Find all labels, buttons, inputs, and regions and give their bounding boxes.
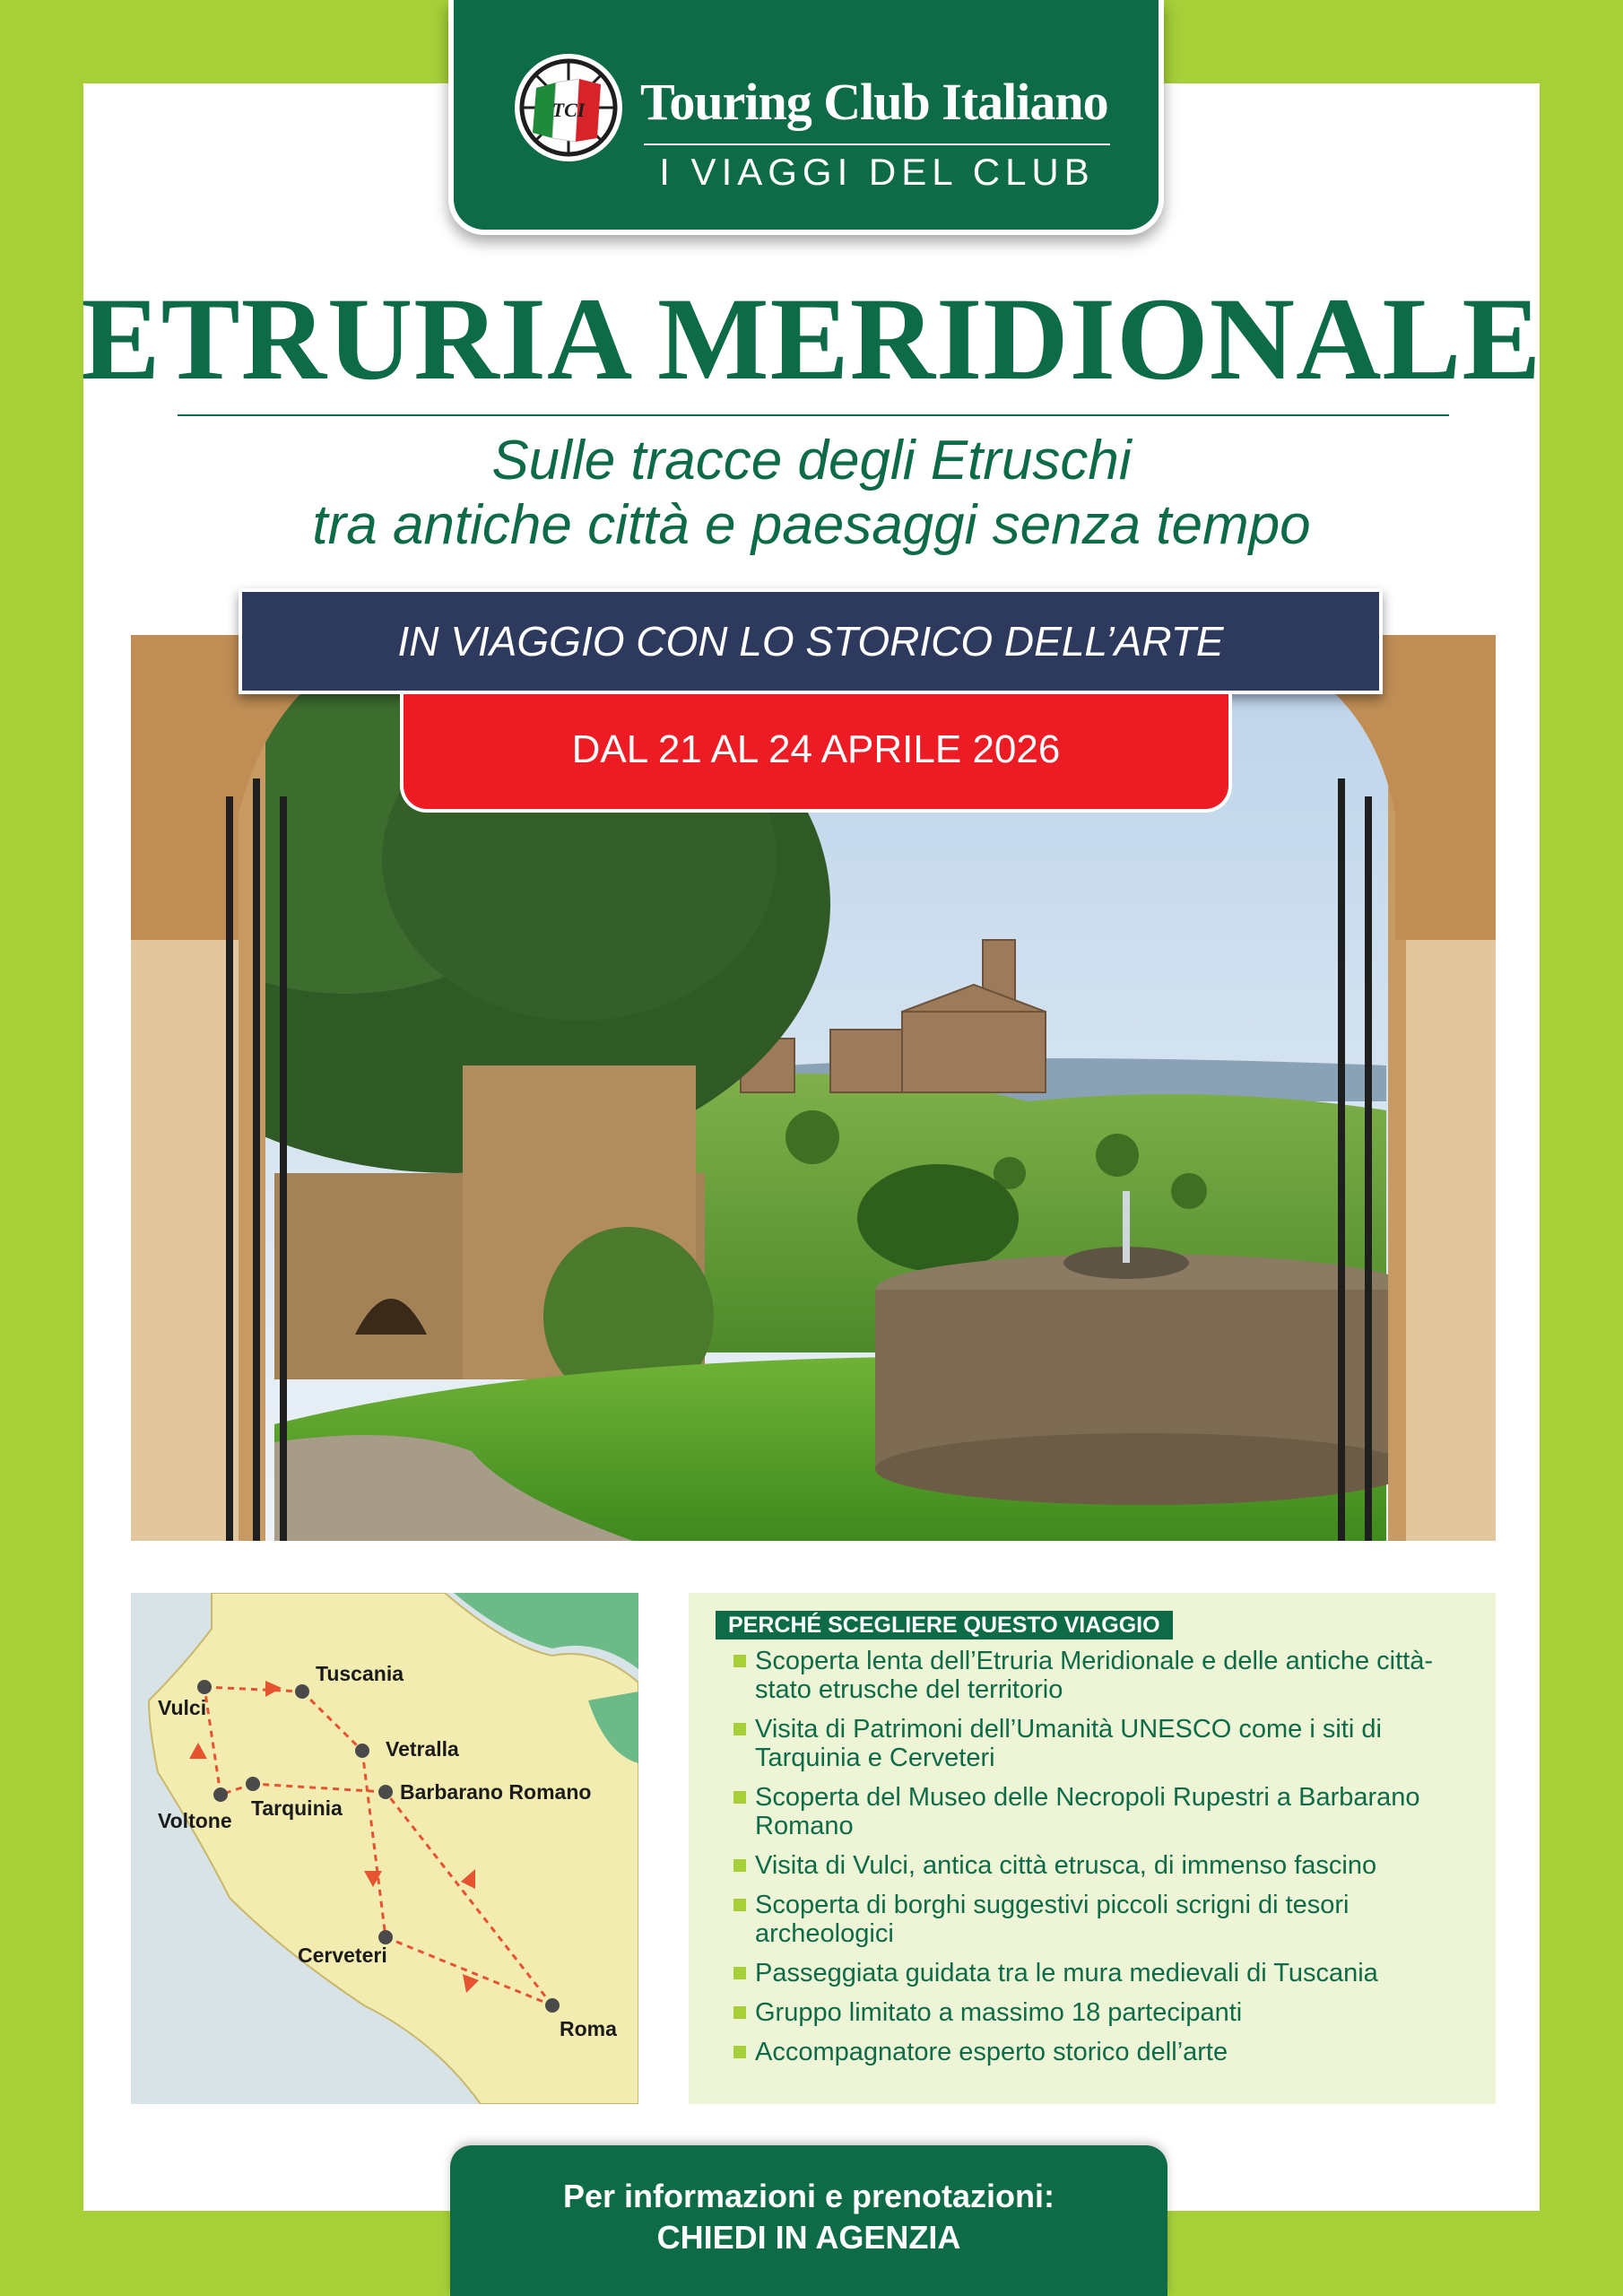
list-item: Visita di Patrimoni dell’Umanità UNESCO come i siti di Tarquinia e Cerveteri [732,1715,1485,1772]
contact-box [450,2145,1167,2296]
square-bullet-icon [733,1967,746,1979]
reasons-panel [689,1593,1496,2104]
brand-name: Touring Club Italiano [640,73,1108,131]
page-subtitle [0,429,1623,558]
square-bullet-icon [733,1859,746,1872]
tci-logo-icon [513,52,624,163]
square-bullet-icon [733,1899,746,1911]
map-label-voltone: Voltone [158,1809,232,1832]
map-label-cerveteri: Cerveteri [298,1944,387,1967]
map-label-barbarano: Barbarano Romano [400,1780,592,1804]
date-banner: DAL 21 AL 24 APRILE 2026 [400,694,1232,813]
logo-initials: TCI [551,99,586,121]
square-bullet-icon [733,1723,746,1735]
square-bullet-icon [733,2046,746,2058]
list-item: Visita di Vulci, antica città etrusca, di immenso fascino [732,1851,1485,1880]
subtitle-line-1: Sulle tracce degli Etruschi [491,430,1132,491]
brand-divider [644,144,1110,145]
list-item: Scoperta lenta dell’Etruria Meridionale e delle antiche città-stato etrusche del territorio [732,1647,1485,1704]
subtitle-line-2: tra antiche città e paesaggi senza tempo [312,494,1311,556]
list-item: Accompagnatore esperto storico dell’arte [732,2038,1485,2066]
itinerary-map [131,1593,638,2104]
square-bullet-icon [733,1791,746,1804]
map-label-vulci: Vulci [158,1696,207,1719]
brand-subtitle: I VIAGGI DEL CLUB [659,151,1095,193]
brand-header [448,0,1164,235]
list-item: Scoperta del Museo delle Necropoli Rupestri a Barbarano Romano [732,1783,1485,1840]
square-bullet-icon [733,2006,746,2019]
contact-line-2: CHIEDI IN AGENZIA [656,2219,961,2256]
list-item: Passeggiata guidata tra le mura medievali di Tuscania [732,1959,1485,1987]
reasons-list [732,1647,1485,2077]
list-item: Gruppo limitato a massimo 18 partecipanti [732,1998,1485,2027]
title-divider [178,414,1449,416]
map-label-tuscania: Tuscania [316,1662,404,1685]
map-label-tarquinia: Tarquinia [251,1796,343,1820]
square-bullet-icon [733,1655,746,1667]
contact-line-1: Per informazioni e prenotazioni: [562,2178,1055,2214]
map-label-roma: Roma [560,2017,617,2040]
guide-banner: IN VIAGGIO CON LO STORICO DELL’ARTE [239,588,1383,694]
page-title: ETRURIA MERIDIONALE [81,273,1542,404]
reasons-heading: PERCHÉ SCEGLIERE QUESTO VIAGGIO [716,1611,1173,1639]
map-label-vetralla: Vetralla [386,1737,459,1761]
list-item: Scoperta di borghi suggestivi piccoli scrigni di tesori archeologici [732,1891,1485,1948]
